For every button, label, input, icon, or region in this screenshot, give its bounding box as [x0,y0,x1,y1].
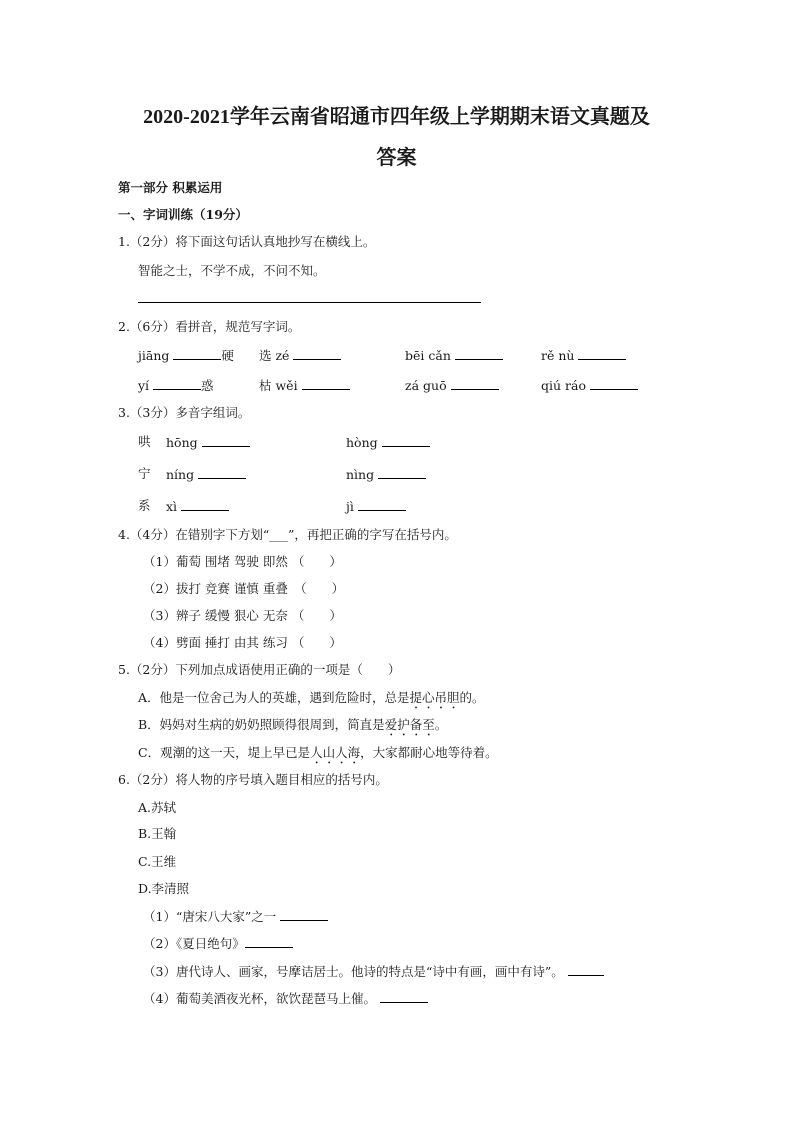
pinyin: níng [166,467,195,482]
q6-person: D.李清照 [138,881,190,896]
q6-person: B.王翰 [138,826,177,841]
q6-person: C.王维 [138,854,177,869]
answer-blank[interactable] [293,347,341,360]
q3-row [0,466,793,482]
pinyin: zá guō [405,378,451,393]
polyphone-char: 宁 [138,466,151,481]
dotted-idiom: 提心吊胆 [409,690,460,705]
char: 硬 [221,348,234,363]
q4-item: （1）葡萄 围堵 驾驶 即然 （ ） [143,554,342,569]
q2-row-1 [0,347,793,363]
pinyin: yí [138,378,154,393]
pinyin: qiú ráo [541,378,590,393]
q5-option-b: B．妈妈对生病的奶奶照顾得很周到，简直是爱护备至。 [138,717,448,732]
section-heading: 一、字词训练（19分） [118,207,248,222]
polyphone-char: 系 [138,498,151,513]
answer-blank[interactable] [280,908,328,921]
question-1: 1.（2分）将下面这句话认真地抄写在横线上。 [118,234,376,249]
pinyin: nìng [346,467,375,482]
q1-answer-line[interactable] [138,302,481,303]
q6-item: （4）葡萄美酒夜光杯，欲饮琵琶马上催。 [143,990,428,1007]
dotted-idiom: 人山人海 [310,745,361,760]
q4-item: （4）劈面 捶打 由其 练习 （ ） [143,635,342,650]
answer-blank[interactable] [173,347,221,360]
pinyin: hōng [166,435,198,450]
pinyin: 选 zé [259,348,294,363]
q5-option-c: C．观潮的这一天，堤上早已是人山人海，大家都耐心地等待着。 [138,745,498,760]
answer-blank[interactable] [378,466,426,479]
answer-blank[interactable] [358,498,406,511]
document-title: 2020-2021学年云南省昭通市四年级上学期期末语文真题及 [143,106,650,128]
pinyin: jì [346,499,354,514]
q4-item: （2）拔打 竞赛 谨慎 重叠 （ ） [143,581,345,596]
answer-blank[interactable] [578,347,626,360]
answer-blank[interactable] [245,935,293,948]
q3-row [0,434,793,450]
q5-option-a: A．他是一位舍己为人的英雄，遇到危险时，总是提心吊胆的。 [138,690,485,705]
document-title-cont: 答案 [376,147,417,169]
answer-blank[interactable] [455,347,503,360]
pinyin: 枯 wěi [259,378,302,393]
answer-blank[interactable] [451,377,499,390]
question-6: 6.（2分）将人物的序号填入题目相应的括号内。 [118,772,388,787]
pinyin: hòng [346,435,378,450]
answer-blank[interactable] [380,990,428,1003]
pinyin: xì [166,499,178,514]
q6-person: A.苏轼 [138,800,177,815]
dotted-idiom: 爱护备至 [384,717,435,732]
pinyin: bēi cǎn [405,348,455,363]
pinyin: jiāng [138,348,174,363]
answer-blank[interactable] [590,377,638,390]
q6-item: （2）《夏日绝句》 [143,935,293,952]
answer-blank[interactable] [568,963,604,976]
q4-item: （3）辨子 缓慢 狠心 无奈 （ ） [143,608,342,623]
answer-blank[interactable] [198,466,246,479]
q3-row [0,498,793,514]
answer-blank[interactable] [202,434,250,447]
q6-item: （1）“唐宋八大家”之一 [143,908,328,925]
pinyin: rě nù [541,348,579,363]
char: 惑 [201,378,214,393]
question-4: 4.（4分）在错别字下方划“___”，再把正确的字写在括号内。 [118,527,457,542]
question-2: 2.（6分）看拼音，规范写字词。 [118,319,301,334]
answer-blank[interactable] [153,377,201,390]
answer-blank[interactable] [302,377,350,390]
q1-sentence: 智能之士，不学不成，不问不知。 [138,263,326,278]
answer-blank[interactable] [181,498,229,511]
q2-row-2 [0,377,793,393]
answer-blank[interactable] [382,434,430,447]
q6-item: （3）唐代诗人、画家，号摩诘居士。他诗的特点是“诗中有画，画中有诗”。 [143,963,604,980]
question-3: 3.（3分）多音字组词。 [118,405,251,420]
polyphone-char: 哄 [138,434,151,449]
question-5: 5.（2分）下列加点成语使用正确的一项是（ ） [118,662,401,677]
part-heading: 第一部分 积累运用 [118,180,223,195]
